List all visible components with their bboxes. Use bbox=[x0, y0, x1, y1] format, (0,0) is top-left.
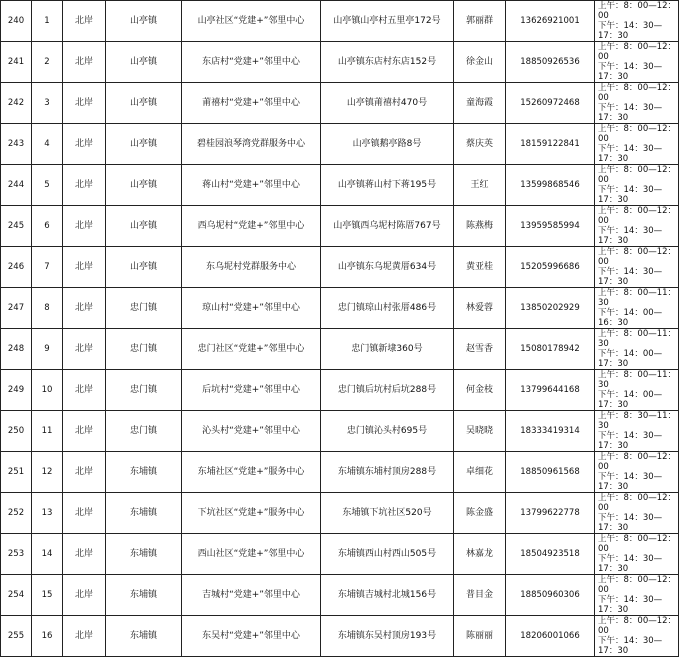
town-cell: 东埔镇 bbox=[106, 534, 182, 575]
table-row bbox=[1, 452, 679, 493]
district-cell: 北岸 bbox=[63, 247, 106, 288]
town-cell: 山亭镇 bbox=[106, 247, 182, 288]
office-hours-cell bbox=[595, 493, 679, 534]
town-cell: 东埔镇 bbox=[106, 452, 182, 493]
row-index-cell: 242 bbox=[1, 83, 32, 124]
contact-person-cell: 何金枝 bbox=[454, 370, 506, 411]
phone-number-cell: 18504923518 bbox=[506, 534, 595, 575]
town-cell: 忠门镇 bbox=[106, 370, 182, 411]
row-index-cell: 241 bbox=[1, 42, 32, 83]
contact-person-cell: 林爱蓉 bbox=[454, 288, 506, 329]
district-cell: 北岸 bbox=[63, 42, 106, 83]
center-name-cell: 东乌坭村党群服务中心 bbox=[182, 247, 321, 288]
center-name-cell: 沁头村“党建+”邻里中心 bbox=[182, 411, 321, 452]
afternoon-hours: 下午：14：30—17：30 bbox=[598, 472, 663, 492]
row-index-cell: 249 bbox=[1, 370, 32, 411]
phone-number-cell: 13959585994 bbox=[506, 206, 595, 247]
district-cell: 北岸 bbox=[63, 411, 106, 452]
sequence-number-cell: 4 bbox=[32, 124, 63, 165]
town-cell: 山亭镇 bbox=[106, 83, 182, 124]
sequence-number-cell: 14 bbox=[32, 534, 63, 575]
sequence-number-cell: 15 bbox=[32, 575, 63, 616]
table-row bbox=[1, 411, 679, 452]
contact-person-cell: 卓细花 bbox=[454, 452, 506, 493]
afternoon-hours: 下午：14：30—17：30 bbox=[598, 636, 663, 656]
district-cell: 北岸 bbox=[63, 575, 106, 616]
afternoon-hours: 下午：14：30—17：30 bbox=[598, 103, 663, 123]
table-row bbox=[1, 534, 679, 575]
district-cell: 北岸 bbox=[63, 83, 106, 124]
row-index-cell: 253 bbox=[1, 534, 32, 575]
sequence-number-cell: 3 bbox=[32, 83, 63, 124]
morning-hours: 上午：8：00—11：30 bbox=[598, 370, 677, 390]
phone-number-cell: 15260972468 bbox=[506, 83, 595, 124]
center-name-cell: 蒋山村“党建+”邻里中心 bbox=[182, 165, 321, 206]
table-row bbox=[1, 42, 679, 83]
table-row bbox=[1, 616, 679, 657]
morning-hours: 上午：8：00—12：00 bbox=[598, 165, 677, 185]
afternoon-hours: 下午：14：00—17：30 bbox=[598, 390, 663, 410]
row-index-cell: 246 bbox=[1, 247, 32, 288]
morning-hours: 上午：8：30—11：30 bbox=[598, 411, 677, 431]
contact-person-cell: 徐金山 bbox=[454, 42, 506, 83]
town-cell: 山亭镇 bbox=[106, 124, 182, 165]
office-hours-cell bbox=[595, 411, 679, 452]
row-index-cell: 252 bbox=[1, 493, 32, 534]
address-cell: 东埔镇下坑社区520号 bbox=[321, 493, 454, 534]
district-cell: 北岸 bbox=[63, 329, 106, 370]
office-hours-cell bbox=[595, 247, 679, 288]
town-cell: 东埔镇 bbox=[106, 616, 182, 657]
town-cell: 东埔镇 bbox=[106, 575, 182, 616]
address-cell: 东埔镇吉城村北城156号 bbox=[321, 575, 454, 616]
row-index-cell: 248 bbox=[1, 329, 32, 370]
phone-number-cell: 13799622778 bbox=[506, 493, 595, 534]
office-hours-cell bbox=[595, 124, 679, 165]
morning-hours: 上午：8：00—12：00 bbox=[598, 42, 677, 62]
morning-hours: 上午：8：00—12：00 bbox=[598, 124, 677, 144]
center-name-cell: 山亭社区“党建+”邻里中心 bbox=[182, 1, 321, 42]
office-hours-cell bbox=[595, 165, 679, 206]
office-hours-cell bbox=[595, 329, 679, 370]
row-index-cell: 254 bbox=[1, 575, 32, 616]
table-row bbox=[1, 329, 679, 370]
row-index-cell: 255 bbox=[1, 616, 32, 657]
table-row bbox=[1, 493, 679, 534]
district-cell: 北岸 bbox=[63, 165, 106, 206]
afternoon-hours: 下午：14：30—17：30 bbox=[598, 21, 663, 41]
table-row bbox=[1, 370, 679, 411]
district-cell: 北岸 bbox=[63, 206, 106, 247]
sequence-number-cell: 16 bbox=[32, 616, 63, 657]
address-cell: 山亭镇东店村东店152号 bbox=[321, 42, 454, 83]
office-hours-cell bbox=[595, 452, 679, 493]
contact-person-cell: 吴晓晓 bbox=[454, 411, 506, 452]
table-row bbox=[1, 1, 679, 42]
afternoon-hours: 下午：14：00—16：30 bbox=[598, 308, 663, 328]
contact-person-cell: 陈金盛 bbox=[454, 493, 506, 534]
morning-hours: 上午：8：00—12：00 bbox=[598, 83, 677, 103]
afternoon-hours: 下午：14：30—17：30 bbox=[598, 554, 663, 574]
morning-hours: 上午：8：00—12：00 bbox=[598, 206, 677, 226]
phone-number-cell: 18850960306 bbox=[506, 575, 595, 616]
sequence-number-cell: 2 bbox=[32, 42, 63, 83]
address-cell: 山亭镇山亭村五里亭172号 bbox=[321, 1, 454, 42]
sequence-number-cell: 13 bbox=[32, 493, 63, 534]
row-index-cell: 245 bbox=[1, 206, 32, 247]
afternoon-hours: 下午：14：30—17：30 bbox=[598, 513, 663, 533]
center-name-cell: 吉城村“党建+”邻里中心 bbox=[182, 575, 321, 616]
afternoon-hours: 下午：14：30—17：30 bbox=[598, 595, 663, 615]
afternoon-hours: 下午：14：30—17：30 bbox=[598, 185, 663, 205]
office-hours-cell bbox=[595, 42, 679, 83]
contact-person-cell: 蔡庆英 bbox=[454, 124, 506, 165]
contact-person-cell: 赵雪香 bbox=[454, 329, 506, 370]
phone-number-cell: 18850926536 bbox=[506, 42, 595, 83]
sequence-number-cell: 8 bbox=[32, 288, 63, 329]
district-cell: 北岸 bbox=[63, 370, 106, 411]
table-row bbox=[1, 206, 679, 247]
morning-hours: 上午：8：00—12：00 bbox=[598, 534, 677, 554]
town-cell: 东埔镇 bbox=[106, 493, 182, 534]
address-cell: 山亭镇西乌坭村陈厝767号 bbox=[321, 206, 454, 247]
contact-person-cell: 林嘉龙 bbox=[454, 534, 506, 575]
afternoon-hours: 下午：14：30—17：30 bbox=[598, 144, 663, 164]
phone-number-cell: 15205996686 bbox=[506, 247, 595, 288]
center-name-cell: 碧桂园浪琴湾党群服务中心 bbox=[182, 124, 321, 165]
contact-person-cell: 郭丽群 bbox=[454, 1, 506, 42]
district-cell: 北岸 bbox=[63, 616, 106, 657]
office-hours-cell bbox=[595, 206, 679, 247]
phone-number-cell: 15080178942 bbox=[506, 329, 595, 370]
center-name-cell: 后坑村“党建+”邻里中心 bbox=[182, 370, 321, 411]
sequence-number-cell: 10 bbox=[32, 370, 63, 411]
phone-number-cell: 18850961568 bbox=[506, 452, 595, 493]
address-cell: 忠门镇沁头村695号 bbox=[321, 411, 454, 452]
center-name-cell: 东店村“党建+”邻里中心 bbox=[182, 42, 321, 83]
district-cell: 北岸 bbox=[63, 288, 106, 329]
phone-number-cell: 18206001066 bbox=[506, 616, 595, 657]
phone-number-cell: 18333419314 bbox=[506, 411, 595, 452]
morning-hours: 上午：8：00—12：00 bbox=[598, 575, 677, 595]
morning-hours: 上午：8：00—12：00 bbox=[598, 247, 677, 267]
town-cell: 山亭镇 bbox=[106, 1, 182, 42]
contact-person-cell: 黄亚桂 bbox=[454, 247, 506, 288]
phone-number-cell: 13850202929 bbox=[506, 288, 595, 329]
afternoon-hours: 下午：14：30—17：30 bbox=[598, 431, 663, 451]
afternoon-hours: 下午：14：30—17：30 bbox=[598, 226, 663, 246]
town-cell: 忠门镇 bbox=[106, 411, 182, 452]
contact-person-cell: 王红 bbox=[454, 165, 506, 206]
morning-hours: 上午：8：00—12：00 bbox=[598, 616, 677, 636]
afternoon-hours: 下午：14：30—17：30 bbox=[598, 267, 663, 287]
address-cell: 山亭镇莆禧村470号 bbox=[321, 83, 454, 124]
address-cell: 山亭镇鹅亭路8号 bbox=[321, 124, 454, 165]
row-index-cell: 244 bbox=[1, 165, 32, 206]
address-cell: 忠门镇琼山村张厝486号 bbox=[321, 288, 454, 329]
sequence-number-cell: 12 bbox=[32, 452, 63, 493]
center-name-cell: 忠门社区“党建+”邻里中心 bbox=[182, 329, 321, 370]
center-name-cell: 下坑社区“党建+”服务中心 bbox=[182, 493, 321, 534]
table-row bbox=[1, 165, 679, 206]
contact-person-cell: 陈燕梅 bbox=[454, 206, 506, 247]
table-row bbox=[1, 288, 679, 329]
office-hours-cell bbox=[595, 288, 679, 329]
sequence-number-cell: 11 bbox=[32, 411, 63, 452]
town-cell: 忠门镇 bbox=[106, 288, 182, 329]
office-hours-cell bbox=[595, 1, 679, 42]
row-index-cell: 240 bbox=[1, 1, 32, 42]
center-name-cell: 东吴村“党建+”邻里中心 bbox=[182, 616, 321, 657]
town-cell: 忠门镇 bbox=[106, 329, 182, 370]
district-cell: 北岸 bbox=[63, 452, 106, 493]
sequence-number-cell: 5 bbox=[32, 165, 63, 206]
contact-person-cell: 陈丽丽 bbox=[454, 616, 506, 657]
district-cell: 北岸 bbox=[63, 124, 106, 165]
address-cell: 东埔镇西山村西山505号 bbox=[321, 534, 454, 575]
center-name-cell: 西乌坭村“党建+”邻里中心 bbox=[182, 206, 321, 247]
morning-hours: 上午：8：00—11：30 bbox=[598, 288, 677, 308]
morning-hours: 上午：8：00—11：30 bbox=[598, 329, 677, 349]
phone-number-cell: 13599868546 bbox=[506, 165, 595, 206]
table-row bbox=[1, 124, 679, 165]
district-cell: 北岸 bbox=[63, 493, 106, 534]
row-index-cell: 250 bbox=[1, 411, 32, 452]
row-index-cell: 251 bbox=[1, 452, 32, 493]
contact-person-cell: 普目金 bbox=[454, 575, 506, 616]
sequence-number-cell: 9 bbox=[32, 329, 63, 370]
address-cell: 山亭镇蒋山村下蒋195号 bbox=[321, 165, 454, 206]
address-cell: 忠门镇后坑村后坑288号 bbox=[321, 370, 454, 411]
town-cell: 山亭镇 bbox=[106, 42, 182, 83]
row-index-cell: 243 bbox=[1, 124, 32, 165]
row-index-cell: 247 bbox=[1, 288, 32, 329]
phone-number-cell: 18159122841 bbox=[506, 124, 595, 165]
morning-hours: 上午：8：00—12：00 bbox=[598, 452, 677, 472]
phone-number-cell: 13799644168 bbox=[506, 370, 595, 411]
town-cell: 山亭镇 bbox=[106, 206, 182, 247]
center-name-cell: 东埔社区“党建+”服务中心 bbox=[182, 452, 321, 493]
contact-person-cell: 童海霞 bbox=[454, 83, 506, 124]
office-hours-cell bbox=[595, 83, 679, 124]
sequence-number-cell: 1 bbox=[32, 1, 63, 42]
phone-number-cell: 13626921001 bbox=[506, 1, 595, 42]
center-name-cell: 琼山村“党建+”邻里中心 bbox=[182, 288, 321, 329]
table-row bbox=[1, 83, 679, 124]
address-cell: 东埔镇东吴村顶房193号 bbox=[321, 616, 454, 657]
afternoon-hours: 下午：14：00—17：30 bbox=[598, 349, 663, 369]
sequence-number-cell: 6 bbox=[32, 206, 63, 247]
center-name-cell: 莆禧村“党建+”邻里中心 bbox=[182, 83, 321, 124]
table-row bbox=[1, 247, 679, 288]
afternoon-hours: 下午：14：30—17：30 bbox=[598, 62, 663, 82]
address-cell: 山亭镇东乌坭黄厝634号 bbox=[321, 247, 454, 288]
office-hours-cell bbox=[595, 534, 679, 575]
office-hours-cell bbox=[595, 575, 679, 616]
morning-hours: 上午：8：00—12：00 bbox=[598, 493, 677, 513]
sequence-number-cell: 7 bbox=[32, 247, 63, 288]
address-cell: 东埔镇东埔村顶房288号 bbox=[321, 452, 454, 493]
office-hours-cell bbox=[595, 370, 679, 411]
address-cell: 忠门镇新埭360号 bbox=[321, 329, 454, 370]
table-row bbox=[1, 575, 679, 616]
morning-hours: 上午：8：00—12：00 bbox=[598, 1, 677, 21]
town-cell: 山亭镇 bbox=[106, 165, 182, 206]
district-cell: 北岸 bbox=[63, 1, 106, 42]
district-cell: 北岸 bbox=[63, 534, 106, 575]
center-name-cell: 西山社区“党建+”邻里中心 bbox=[182, 534, 321, 575]
office-hours-cell bbox=[595, 616, 679, 657]
